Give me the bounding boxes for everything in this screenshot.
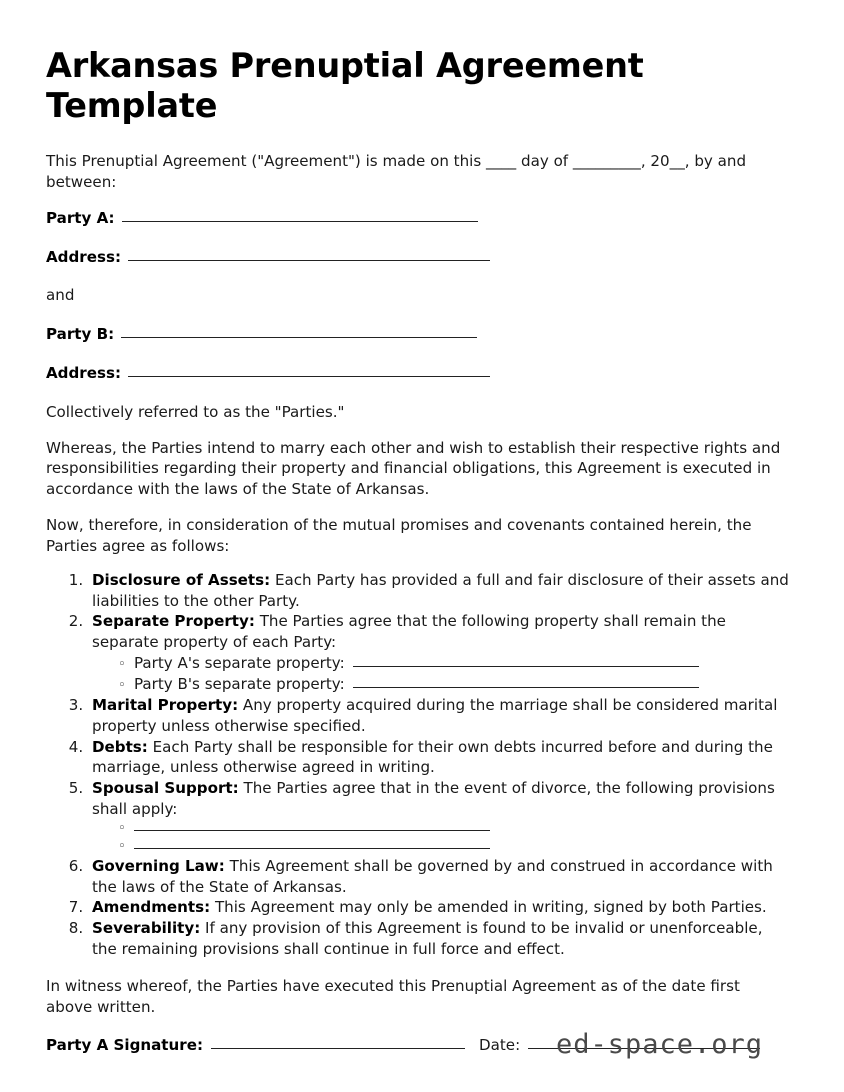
clause-list xyxy=(46,570,790,960)
spousal-support-provision-line-1[interactable] xyxy=(134,830,490,831)
site-watermark: ed-space.org xyxy=(556,1029,764,1060)
party-a-address-input-line[interactable] xyxy=(128,260,490,261)
party-b-address-input-line[interactable] xyxy=(128,376,490,377)
list-item xyxy=(118,838,790,856)
clause-item xyxy=(88,611,790,695)
party-b-separate-property-input-line[interactable] xyxy=(353,687,699,688)
clause-heading: Severability: xyxy=(92,919,201,938)
party-b-label: Party B: xyxy=(46,325,115,344)
collectively-paragraph: Collectively referred to as the "Parties." xyxy=(46,402,345,421)
list-item xyxy=(118,653,790,674)
clause-item xyxy=(88,778,790,856)
clause-heading: Debts: xyxy=(92,737,148,756)
whereas-paragraph: Whereas, the Parties intend to marry each other and wish to establish their respective rights and responsibilities regarding their property and financial obligations, this Agreement is executed in accordance with the laws of the State of Arkansas. xyxy=(46,438,781,499)
clause-text: The Parties agree that in the event of divorce, the following provisions shall apply: xyxy=(92,779,775,819)
clause-heading: Disclosure of Assets: xyxy=(92,570,271,589)
list-item xyxy=(118,674,790,695)
circle-bullet-icon: ◦ xyxy=(118,820,126,836)
clause-heading: Governing Law: xyxy=(92,856,225,875)
and-connector: and xyxy=(46,286,75,305)
clause-text: This Agreement may only be amended in writing, signed by both Parties. xyxy=(210,898,767,917)
clause-text: Each Party has provided a full and fair disclosure of their assets and liabilities to the other Party. xyxy=(92,570,789,610)
page-title: Arkansas Prenuptial Agreement Template xyxy=(46,46,644,125)
clause-item xyxy=(88,695,790,737)
clause-item xyxy=(88,570,790,612)
clause-sublist xyxy=(92,820,790,856)
party-b-address-field-row xyxy=(46,363,790,384)
party-b-input-line[interactable] xyxy=(121,337,477,338)
party-a-address-field-row xyxy=(46,247,790,268)
now-therefore-paragraph: Now, therefore, in consideration of the mutual promises and covenants contained herein, the Parties agree as follows: xyxy=(46,516,752,555)
clause-text: Any property acquired during the marriage shall be considered marital property unless otherwise specified. xyxy=(92,695,778,735)
party-b-field-row xyxy=(46,324,790,345)
sub-item-label: Party B's separate property: xyxy=(134,675,345,694)
list-item xyxy=(118,820,790,838)
circle-bullet-icon: ◦ xyxy=(118,838,126,854)
intro-paragraph: This Prenuptial Agreement ("Agreement") is made on this ____ day of _________, 20__, by and between: xyxy=(46,152,747,191)
clause-item xyxy=(88,737,790,779)
sub-item-label: Party A's separate property: xyxy=(134,654,345,673)
clause-text: If any provision of this Agreement is found to be invalid or unenforceable, the remaining provisions shall continue in full force and effect. xyxy=(92,919,763,959)
party-a-label: Party A: xyxy=(46,208,115,227)
party-a-input-line[interactable] xyxy=(122,221,478,222)
clause-heading: Marital Property: xyxy=(92,695,239,714)
party-a-signature-label: Party A Signature: xyxy=(46,1035,203,1054)
circle-bullet-icon: ◦ xyxy=(118,678,126,694)
clause-item xyxy=(88,897,790,918)
date-input-line[interactable] xyxy=(528,1048,760,1049)
party-b-address-label: Address: xyxy=(46,364,121,382)
witness-paragraph: In witness whereof, the Parties have executed this Prenuptial Agreement as of the date first above written. xyxy=(46,976,740,1016)
clause-heading: Amendments: xyxy=(92,898,211,917)
party-a-separate-property-input-line[interactable] xyxy=(353,666,699,667)
party-a-address-label: Address: xyxy=(46,247,121,266)
clause-item xyxy=(88,918,790,960)
clause-sublist xyxy=(92,653,790,695)
clause-heading: Spousal Support: xyxy=(92,779,239,798)
circle-bullet-icon: ◦ xyxy=(118,657,126,673)
clause-heading: Separate Property: xyxy=(92,612,255,631)
clause-text: The Parties agree that the following property shall remain the separate property of each Party: xyxy=(92,612,726,652)
clause-text: Each Party shall be responsible for their own debts incurred before and during the marriage, unless otherwise agreed in writing. xyxy=(92,737,773,777)
spousal-support-provision-line-2[interactable] xyxy=(134,848,490,849)
date-label: Date: xyxy=(479,1035,521,1054)
clause-text: This Agreement shall be governed by and construed in accordance with the laws of the State of Arkansas. xyxy=(92,856,773,896)
signature-row xyxy=(46,1035,790,1056)
party-a-signature-input-line[interactable] xyxy=(211,1048,465,1049)
clause-item xyxy=(88,856,790,898)
party-a-field-row xyxy=(46,208,790,229)
